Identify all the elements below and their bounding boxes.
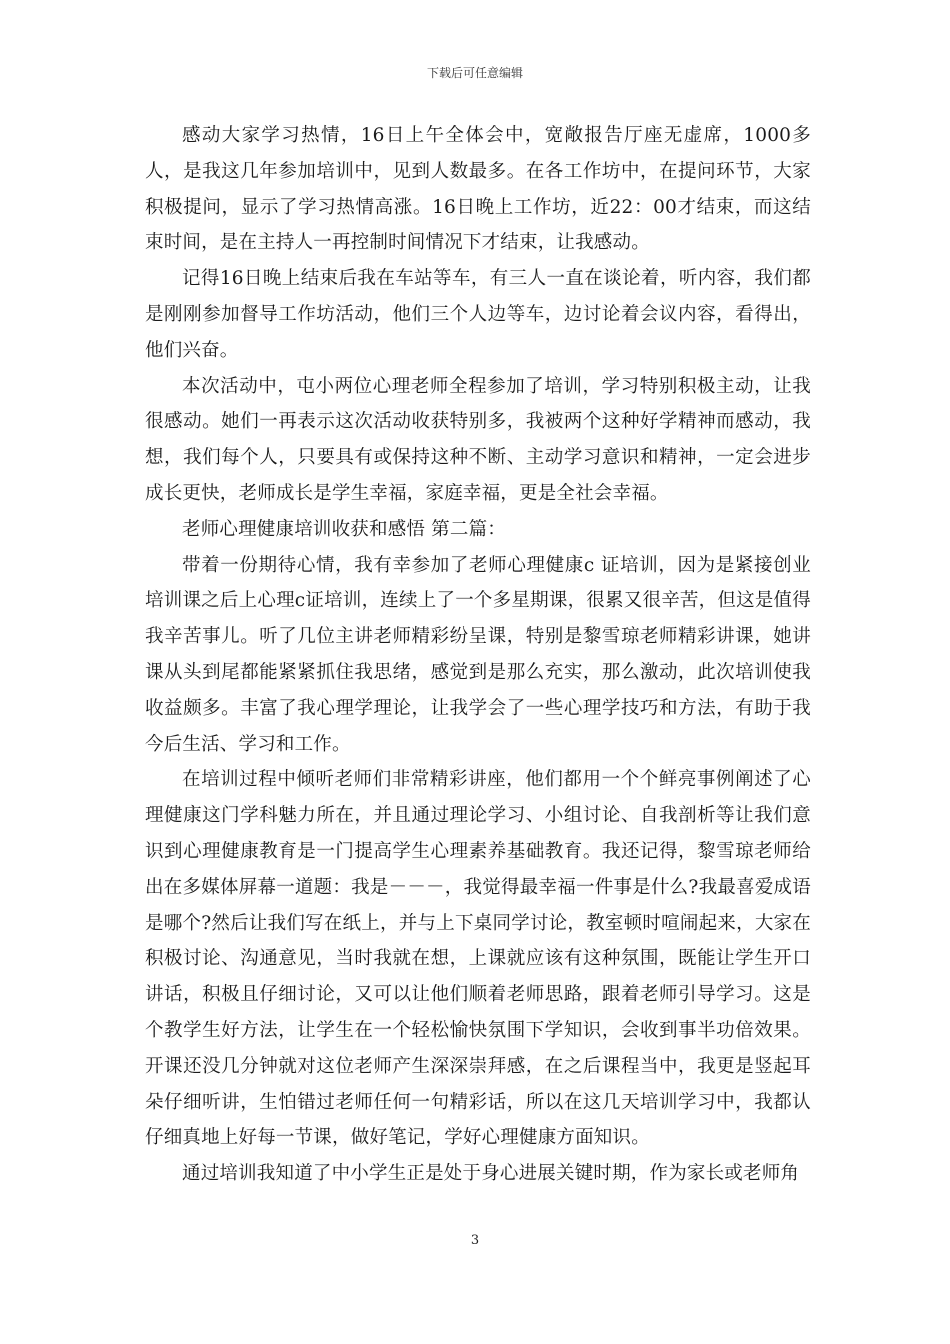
paragraph: 在培训过程中倾听老师们非常精彩讲座，他们都用一个个鲜亮事例阐述了心理健康这门学科魅力所在，并且通过理论学习、小组讨论、自我剖析等让我们意识到心理健康教育是一门提高学生心理素养基础教育。我还记得，黎雪琼老师给出在多媒体屏幕一道题：我是－－－，我觉得最幸福一件事是什么?我最喜爱成语是哪个?然后让我们写在纸上，并与上下桌同学讨论，教室顿时喧闹起来，大家在积极讨论、沟通意见，当时我就在想，上课就应该有这种氛围，既能让学生开口讲话，积极且仔细讨论，又可以让他们顺着老师思路，跟着老师引导学习。这是个教学生好方法，让学生在一个轻松愉快氛围下学知识，会收到事半功倍效果。开课还没几分钟就对这位老师产生深深崇拜感，在之后课程当中，我更是竖起耳朵仔细听讲，生怕错过老师任何一句精彩话，所以在这几天培训学习中，我都认仔细真地上好每一节课，做好笔记，学好心理健康方面知识。 <box>145 769 811 1149</box>
paragraph: 感动大家学习热情，16日上午全体会中，宽敞报告厅座无虚席，1000多人，是我这几年参加培训中，见到人数最多。在各工作坊中，在提问环节，大家积极提问，显示了学习热情高涨。16日晚上工作坊，近22：00才结束，而这结束时间，是在主持人一再控制时间情况下才结束，让我感动。 <box>145 125 811 254</box>
page-number: 3 <box>470 1233 480 1248</box>
section-heading: 老师心理健康培训收获和感悟 第二篇： <box>182 518 506 540</box>
page-header: 下载后可任意编辑 <box>426 66 523 80</box>
paragraph: 记得16日晚上结束后我在车站等车，有三人一直在谈论着，听内容，我们都是刚刚参加督导工作坊活动，他们三个人边等车，边讨论着会议内容，看得出，他们兴奋。 <box>145 268 811 361</box>
document-body <box>145 118 811 1192</box>
paragraph: 带着一份期待心情，我有幸参加了老师心理健康c 证培训，因为是紧接创业培训课之后上心理c证培训，连续上了一个多星期课，很累又很辛苦，但这是值得我辛苦事儿。听了几位主讲老师精彩纷呈课，特别是黎雪琼老师精彩讲课，她讲课从头到尾都能紧紧抓住我思绪，感觉到是那么充实，那么激动，此次培训使我收益颇多。丰富了我心理学理论，让我学会了一些心理学技巧和方法，有助于我今后生活、学习和工作。 <box>145 554 811 755</box>
paragraph: 本次活动中，屯小两位心理老师全程参加了培训，学习特别积极主动，让我很感动。她们一再表示这次活动收获特别多，我被两个这种好学精神而感动，我想，我们每个人，只要具有或保持这种不断、主动学习意识和精神，一定会进步成长更快，老师成长是学生幸福，家庭幸福，更是全社会幸福。 <box>145 375 811 504</box>
paragraph: 通过培训我知道了中小学生正是处于身心进展关键时期，作为家长或老师角 <box>182 1163 800 1185</box>
